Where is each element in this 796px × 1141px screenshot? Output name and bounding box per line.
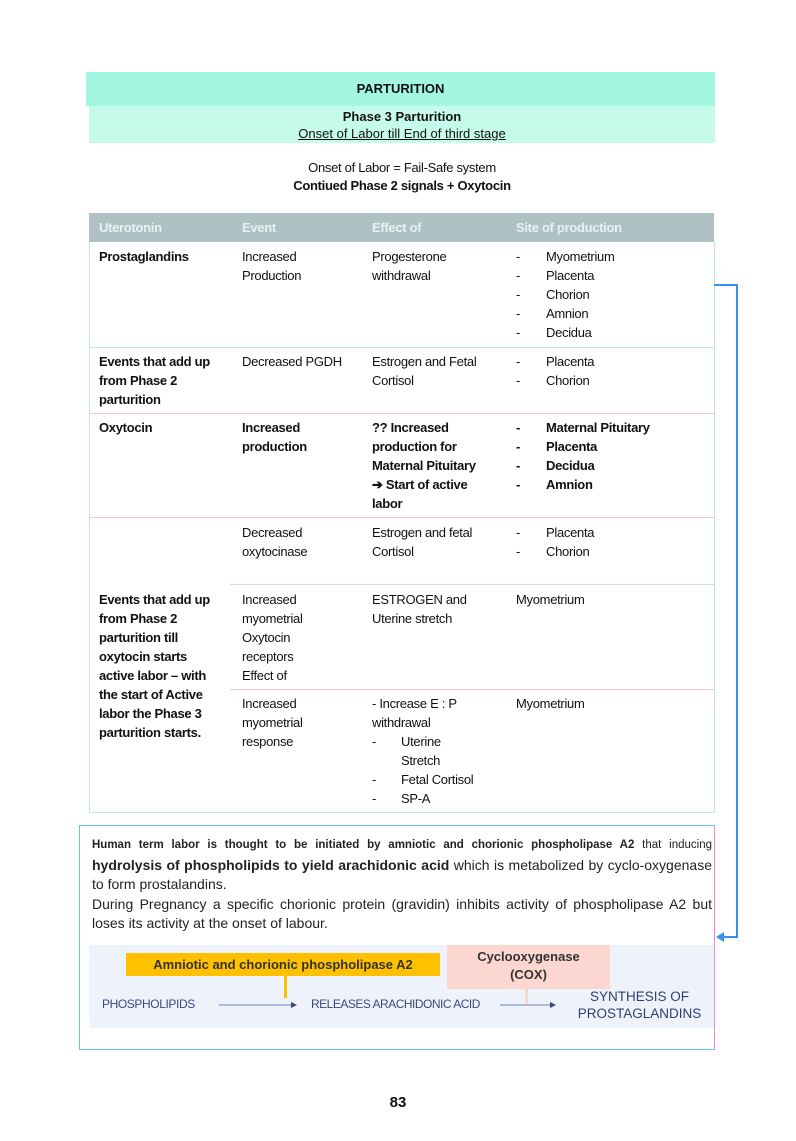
row-divider	[230, 584, 715, 585]
subtitle: Phase 3 Parturition	[342, 109, 462, 124]
cell-text: from Phase 2	[99, 373, 178, 388]
site-item: - Amnion	[516, 477, 593, 492]
cell-uterotonin	[99, 352, 210, 409]
subtitle-underlined: Onset of Labor till End of third stage	[298, 126, 506, 141]
intro-line-2: Contiued Phase 2 signals + Oxytocin	[293, 178, 511, 193]
cell-text: SP-A	[401, 791, 431, 806]
site-item: - Decidua	[516, 325, 592, 340]
table-border-left	[89, 242, 90, 813]
phospholipase-box: Amniotic and chorionic phospholipase A2	[126, 953, 440, 976]
cell-text: ➔ Start of active	[372, 477, 468, 492]
site-item: - Decidua	[516, 458, 595, 473]
site-item: - Placenta	[516, 268, 595, 283]
cox-label-line1: Cyclooxygenase	[477, 949, 580, 964]
cell-effect	[372, 418, 476, 513]
step-arachidonic-acid: RELEASES ARACHIDONIC ACID	[311, 997, 480, 1011]
pathway-diagram	[89, 945, 714, 1028]
cell-text: withdrawal	[372, 268, 431, 283]
row-divider	[89, 517, 715, 518]
cell-text: Effect of	[242, 668, 287, 683]
row-divider	[89, 413, 715, 414]
cell-text: production for	[372, 439, 457, 454]
step-prostaglandins	[567, 988, 712, 1022]
title-banner	[86, 72, 715, 106]
cell-text: Increased	[242, 592, 297, 607]
cell-sites	[516, 523, 716, 561]
cell-text: labor	[372, 496, 403, 511]
site-item: - Placenta	[516, 354, 595, 369]
note-bold-start: Human term labor is thought to be initiated by amniotic and chorionic phospholipase A2	[92, 839, 635, 851]
cell-text: - Increase E : P	[372, 696, 457, 711]
cell-text: the start of Active	[99, 687, 203, 702]
site-text: Maternal Pituitary	[546, 420, 650, 435]
cell-text: Production	[242, 268, 302, 283]
cell-text: parturition starts.	[99, 725, 201, 740]
site-text: Chorion	[546, 373, 590, 388]
cell-text: Maternal Pituitary	[372, 458, 476, 473]
col-header-effect: Effect of	[372, 220, 422, 235]
col-header-site: Site of production	[516, 220, 622, 235]
site-text: Chorion	[546, 287, 590, 302]
step-phospholipids: PHOSPHOLIPIDS	[102, 997, 195, 1011]
phospholipase-connector	[284, 976, 287, 998]
cell-text: Events that add up	[99, 592, 210, 607]
cell-text: ?? Increased	[372, 420, 449, 435]
cell-event	[242, 590, 303, 685]
cell-text: Oxytocin	[242, 630, 291, 645]
table-border-bottom	[89, 812, 715, 813]
step-prostaglandins-line2: PROSTAGLANDINS	[577, 1006, 702, 1021]
cell-sites	[516, 418, 716, 494]
cell-text: Stretch	[401, 753, 441, 768]
effect-item: - SP-A	[372, 791, 431, 806]
cell-effect	[372, 352, 476, 390]
cell-effect	[372, 694, 502, 808]
site-item: - Chorion	[516, 544, 590, 559]
cell-site: Myometrium	[516, 696, 585, 711]
cell-text: receptors	[242, 649, 294, 664]
cell-text: Cortisol	[372, 544, 414, 559]
site-item: - Placenta	[516, 439, 598, 454]
site-item: - Amnion	[516, 306, 589, 321]
cell-text: Uterine stretch	[372, 611, 453, 626]
cell-event: Decreased PGDH	[242, 354, 342, 369]
note-text-end: which is metabolized by cyclo-oxygenase to form prostalandins.	[92, 856, 712, 892]
cell-uterotonin: Prostaglandins	[99, 249, 189, 264]
row-divider	[89, 347, 715, 348]
site-item: - Chorion	[516, 287, 590, 302]
row-divider	[230, 689, 715, 690]
cell-text: myometrial	[242, 611, 303, 626]
cell-text: oxytocinase	[242, 544, 308, 559]
intro-line-1: Onset of Labor = Fail-Safe system	[308, 160, 496, 175]
col-header-event: Event	[242, 220, 276, 235]
site-text: Placenta	[546, 268, 595, 283]
cell-text: production	[242, 439, 307, 454]
cell-text: Decreased	[242, 525, 303, 540]
col-header-uterotonin: Uterotonin	[99, 220, 162, 235]
arrow-right-icon	[500, 1000, 560, 1010]
cell-event	[242, 418, 307, 456]
site-item: - Myometrium	[516, 249, 615, 264]
cell-sites	[516, 352, 716, 390]
title: PARTURITION	[356, 81, 445, 96]
site-text: Decidua	[546, 325, 592, 340]
cell-text: Increased	[242, 696, 297, 711]
cell-event	[242, 247, 301, 285]
note-paragraph-2: During Pregnancy a specific chorionic protein (gravidin) inhibits activity of phospholipase A2 but loses its activity at the onset of labour.	[92, 895, 712, 931]
site-text: Decidua	[546, 458, 595, 473]
site-text: Myometrium	[546, 249, 615, 264]
cell-text: parturition	[99, 392, 161, 407]
table-header	[89, 213, 714, 242]
cell-event	[242, 694, 303, 751]
site-text: Chorion	[546, 544, 590, 559]
cox-label-line2: (COX)	[510, 967, 547, 982]
cell-text: Uterine	[401, 734, 441, 749]
cell-uterotonin	[99, 590, 210, 742]
cell-text: myometrial	[242, 715, 303, 730]
cell-text: Increased	[242, 249, 297, 264]
cell-sites	[516, 247, 716, 342]
cell-text: Increased	[242, 420, 301, 435]
cell-text: oxytocin starts	[99, 649, 187, 664]
effect-item: - Uterine	[372, 734, 441, 749]
cell-effect	[372, 247, 446, 285]
site-text: Placenta	[546, 525, 595, 540]
cell-text: active labor – with	[99, 668, 207, 683]
site-item: - Placenta	[516, 525, 595, 540]
page-number: 83	[389, 1094, 407, 1111]
cell-text: labor the Phase 3	[99, 706, 202, 721]
cell-text: Events that add up	[99, 354, 210, 369]
cell-text: ESTROGEN and	[372, 592, 467, 607]
cell-site: Myometrium	[516, 592, 585, 607]
cell-effect	[372, 590, 467, 628]
cell-text: withdrawal	[372, 715, 431, 730]
cell-text: response	[242, 734, 294, 749]
cell-text: Estrogen and Fetal	[372, 354, 477, 369]
site-text: Amnion	[546, 306, 589, 321]
step-prostaglandins-line1: SYNTHESIS OF	[589, 989, 689, 1004]
cell-event	[242, 523, 307, 561]
cell-text: from Phase 2	[99, 611, 178, 626]
cell-text: parturition till	[99, 630, 178, 645]
site-text: Placenta	[546, 439, 598, 454]
cell-uterotonin: Oxytocin	[99, 420, 153, 435]
note-text-mid: that inducing	[634, 839, 712, 851]
subtitle-banner	[89, 106, 715, 143]
cox-label	[447, 948, 610, 984]
cell-effect	[372, 523, 472, 561]
site-item: - Chorion	[516, 373, 590, 388]
note-bold-highlight: hydrolysis of phospholipids to yield arachidonic acid	[92, 856, 450, 873]
cell-text: Estrogen and fetal	[372, 525, 473, 540]
cell-text: Fetal Cortisol	[401, 772, 474, 787]
site-text: Placenta	[546, 354, 595, 369]
site-text: Amnion	[546, 477, 593, 492]
effect-item: - Fetal Cortisol	[372, 772, 474, 787]
cell-text: Cortisol	[372, 373, 414, 388]
effect-item	[372, 751, 502, 770]
arrow-right-icon	[219, 1000, 299, 1010]
note-text	[92, 834, 712, 934]
site-item: - Maternal Pituitary	[516, 420, 650, 435]
cell-text: Progesterone	[372, 249, 447, 264]
